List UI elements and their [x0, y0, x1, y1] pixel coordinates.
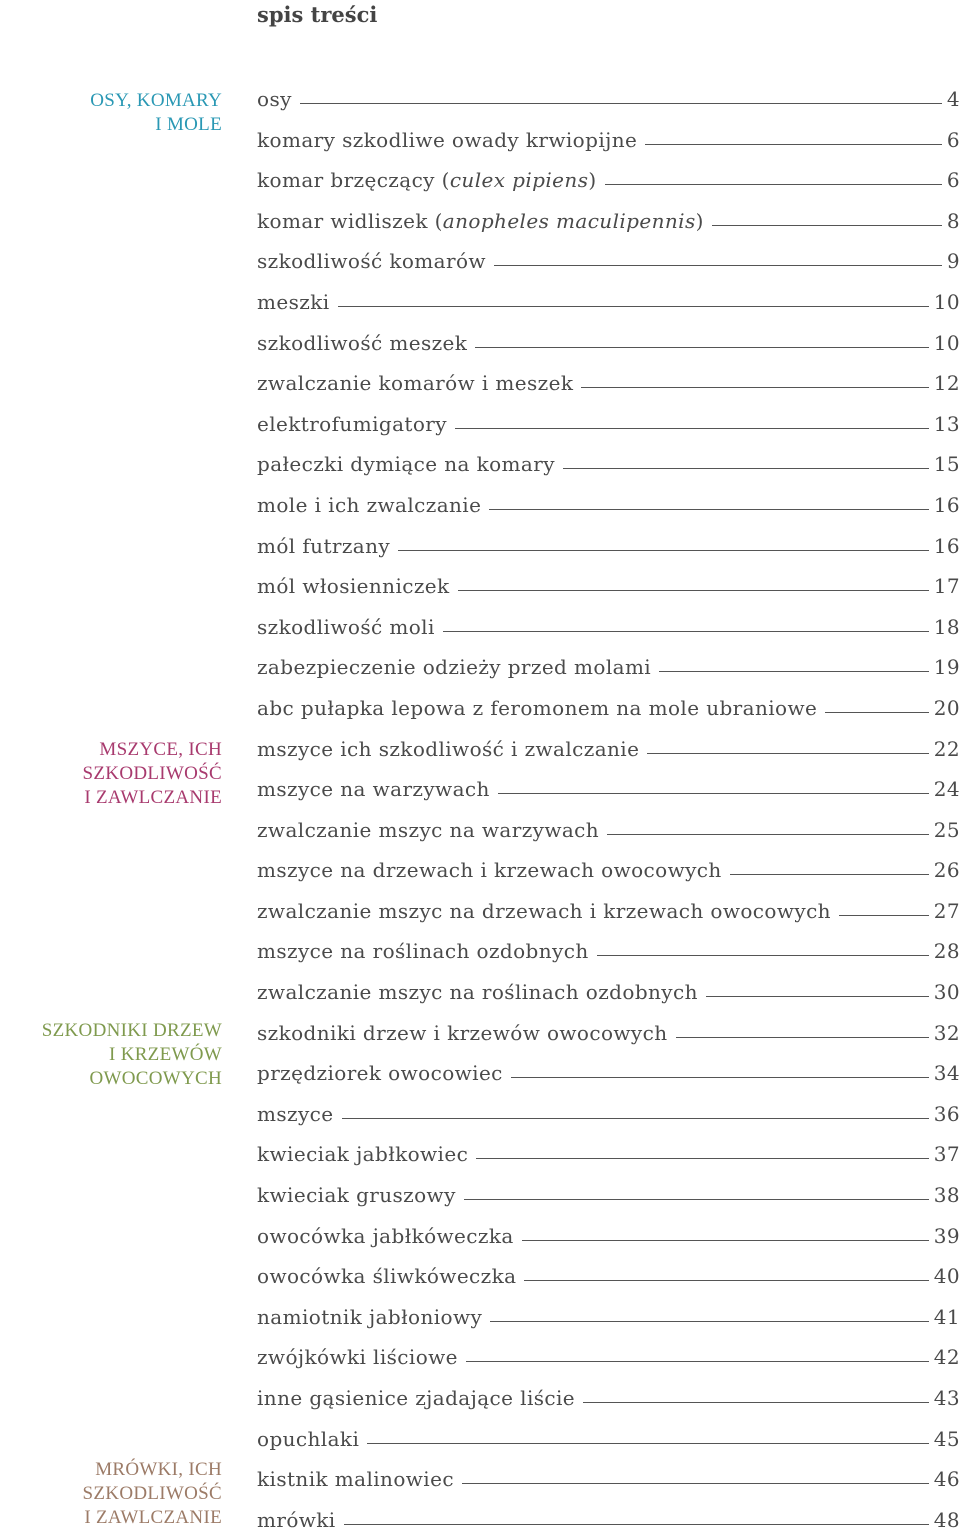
toc-entry-label	[257, 1297, 482, 1338]
toc-leader-line	[825, 712, 929, 713]
toc-entry[interactable]	[257, 1094, 960, 1135]
toc-leader-line	[489, 509, 928, 510]
toc-entry[interactable]	[257, 850, 960, 891]
toc-leader-line	[522, 1240, 929, 1241]
toc-entry-latin-name: anopheles maculipennis	[442, 208, 696, 233]
toc-entry[interactable]	[257, 1175, 960, 1216]
toc-entry-label	[257, 1134, 468, 1175]
toc-entry[interactable]	[257, 729, 960, 770]
toc-entry[interactable]	[257, 1053, 960, 1094]
toc-entry-label	[257, 891, 831, 932]
toc-entry-text: kistnik malinowiec	[257, 1467, 454, 1492]
toc-entry[interactable]	[257, 363, 960, 404]
toc-entry-text: szkodliwość moli	[257, 614, 435, 639]
toc-entry-label	[257, 972, 698, 1013]
toc-entry-text: zwalczanie mszyc na roślinach ozdobnych	[257, 980, 698, 1005]
toc-entry-text: zwalczanie mszyc na warzywach	[257, 817, 600, 842]
toc-entry-text: komary szkodliwe owady krwiopijne	[257, 127, 638, 152]
section-heading-line: SZKODNIKI DRZEW	[41, 1020, 222, 1041]
toc-page-number: 46	[933, 1467, 960, 1492]
toc-entry-text: zabezpieczenie odzieży przed molami	[257, 655, 652, 680]
section-heading-szkodniki	[42, 1019, 222, 1091]
toc-entry-label	[257, 485, 481, 526]
toc-entry-label	[257, 79, 292, 120]
toc-entry[interactable]	[257, 282, 960, 323]
toc-entry-label	[257, 769, 490, 810]
toc-entry-label	[257, 404, 447, 445]
toc-entry-text: mól włosienniczek	[257, 574, 450, 599]
toc-leader-line	[338, 306, 929, 307]
toc-page-number: 30	[933, 980, 960, 1005]
toc-leader-line	[712, 225, 942, 226]
toc-leader-line	[581, 387, 928, 388]
section-heading-mrowki	[83, 1458, 222, 1530]
toc-page-number: 32	[933, 1020, 960, 1045]
toc-page-number: 10	[933, 289, 960, 314]
toc-entry-text: komar widliszek (	[257, 208, 443, 233]
toc-entry-label	[257, 1256, 516, 1297]
toc-entry[interactable]	[257, 1337, 960, 1378]
toc-page-number: 24	[933, 777, 960, 802]
section-heading-line: I ZAWLCZANIE	[84, 787, 222, 808]
toc-entry-label	[257, 1337, 458, 1378]
toc-entry[interactable]	[257, 931, 960, 972]
toc-page-number: 12	[933, 371, 960, 396]
toc-page-number: 15	[933, 452, 960, 477]
toc-entry-label	[257, 1378, 575, 1419]
section-heading-line: I KRZEWÓW	[109, 1044, 222, 1065]
toc-page-number: 26	[933, 858, 960, 883]
section-heading-line: SZKODLIWOŚĆ	[82, 1483, 222, 1504]
toc-leader-line	[511, 1077, 929, 1078]
toc-page-number: 13	[933, 411, 960, 436]
toc-leader-line	[466, 1361, 929, 1362]
toc-entry-text: osy	[257, 87, 292, 111]
toc-page-number: 19	[933, 655, 960, 680]
section-heading-line: OSY, KOMARY	[90, 90, 222, 111]
toc-leader-line	[462, 1483, 929, 1484]
toc-entry-text: owocówka śliwkóweczka	[257, 1264, 517, 1289]
toc-entry[interactable]	[257, 647, 960, 688]
toc-leader-line	[645, 144, 942, 145]
toc-entry[interactable]	[257, 444, 960, 485]
section-heading-line: I ZAWLCZANIE	[84, 1507, 222, 1528]
toc-page-number: 42	[933, 1345, 960, 1370]
toc-entry-text: meszki	[257, 289, 330, 314]
toc-entry-text: kwieciak jabłkowiec	[257, 1142, 469, 1167]
toc-entry-text: abc pułapka lepowa z feromonem na mole ubraniowe	[257, 695, 818, 720]
toc-entry-label	[257, 1013, 668, 1054]
toc-entry-label	[257, 566, 450, 607]
section-heading-osy-komary	[90, 89, 222, 137]
toc-entry-text: szkodliwość komarów	[257, 249, 486, 274]
toc-entry[interactable]	[257, 688, 960, 729]
toc-entry[interactable]	[257, 1297, 960, 1338]
toc-entry[interactable]	[257, 1216, 960, 1257]
toc-leader-line	[367, 1443, 929, 1444]
toc-page-number: 6	[946, 168, 960, 193]
toc-page-number: 9	[946, 249, 960, 274]
toc-entry[interactable]	[257, 769, 960, 810]
section-heading-line: OWOCOWYCH	[89, 1068, 222, 1089]
toc-leader-line	[730, 874, 929, 875]
toc-page-number: 43	[933, 1386, 960, 1410]
toc-page-number: 41	[933, 1304, 960, 1329]
toc-leader-line	[839, 915, 929, 916]
toc-entry[interactable]	[257, 1459, 960, 1500]
section-heading-line: MSZYCE, ICH	[99, 739, 222, 760]
toc-entry[interactable]	[257, 1378, 960, 1419]
toc-page-number: 45	[933, 1426, 960, 1451]
toc-list	[257, 79, 960, 1540]
toc-entry-label	[257, 241, 486, 282]
toc-entry-label	[257, 160, 597, 201]
toc-page-number: 27	[933, 898, 960, 923]
toc-entry-latin-name: culex pipiens	[449, 168, 589, 193]
toc-entry-text: mszyce na roślinach ozdobnych	[257, 939, 589, 964]
toc-entry-text: mrówki	[257, 1507, 336, 1532]
toc-leader-line	[464, 1199, 929, 1200]
toc-entry-text: pałeczki dymiące na komary	[257, 452, 555, 477]
section-heading-line: I MOLE	[155, 114, 222, 135]
toc-entry-label	[257, 120, 637, 161]
toc-page-number: 4	[946, 87, 960, 111]
toc-entry-text: owocówka jabłkóweczka	[257, 1223, 514, 1248]
toc-leader-line	[490, 1321, 929, 1322]
page-title: spis treści	[257, 2, 378, 27]
section-heading-line: SZKODLIWOŚĆ	[82, 763, 222, 784]
toc-page-number: 18	[933, 614, 960, 639]
section-heading-line: MRÓWKI, ICH	[95, 1459, 222, 1480]
toc-page-number: 38	[933, 1183, 960, 1208]
toc-leader-line	[476, 1158, 929, 1159]
toc-leader-line	[605, 184, 942, 185]
toc-entry-label	[257, 1094, 334, 1135]
toc-entry[interactable]	[257, 1256, 960, 1297]
toc-leader-line	[706, 996, 929, 997]
toc-entry-text: mole i ich zwalczanie	[257, 492, 482, 517]
toc-entry[interactable]	[257, 120, 960, 161]
toc-entry-text: mszyce na drzewach i krzewach owocowych	[257, 858, 722, 883]
toc-page-number: 10	[933, 330, 960, 355]
toc-entry[interactable]	[257, 1134, 960, 1175]
toc-entry[interactable]	[257, 201, 960, 242]
toc-entry-label	[257, 201, 704, 242]
toc-leader-line	[524, 1280, 928, 1281]
toc-entry-label	[257, 1053, 503, 1094]
toc-entry-label	[257, 688, 817, 729]
toc-entry[interactable]	[257, 79, 960, 120]
toc-entry-text: mszyce	[257, 1101, 334, 1126]
toc-entry-text: kwieciak gruszowy	[257, 1183, 456, 1208]
toc-entry-text: inne gąsienice zjadające liście	[257, 1386, 576, 1410]
toc-entry[interactable]	[257, 526, 960, 567]
toc-entry-label	[257, 729, 639, 770]
toc-entry[interactable]	[257, 607, 960, 648]
toc-entry-text: przędziorek owocowiec	[257, 1061, 503, 1086]
toc-entry-text: mszyce ich szkodliwość i zwalczanie	[257, 736, 640, 761]
toc-entry[interactable]	[257, 404, 960, 445]
toc-page-number: 16	[933, 533, 960, 558]
toc-entry-label	[257, 526, 390, 567]
toc-leader-line	[443, 631, 929, 632]
toc-page-number: 39	[933, 1223, 960, 1248]
toc-page-number: 20	[933, 695, 960, 720]
toc-page-number: 6	[946, 127, 960, 152]
toc-entry[interactable]	[257, 1013, 960, 1054]
toc-entry-text: zwalczanie mszyc na drzewach i krzewach owocowych	[257, 898, 831, 923]
toc-leader-line	[300, 103, 942, 104]
toc-entry[interactable]	[257, 891, 960, 932]
toc-entry-label	[257, 850, 722, 891]
toc-page-number: 8	[946, 208, 960, 233]
toc-entry-text: mszyce na warzywach	[257, 777, 490, 802]
toc-page-number: 25	[933, 817, 960, 842]
toc-entry-text: zwalczanie komarów i meszek	[257, 371, 574, 396]
toc-entry-text-end: )	[588, 168, 597, 193]
toc-entry-label	[257, 647, 651, 688]
toc-entry[interactable]	[257, 972, 960, 1013]
toc-leader-line	[583, 1402, 929, 1403]
toc-leader-line	[647, 753, 928, 754]
toc-entry-label	[257, 810, 599, 851]
toc-leader-line	[398, 550, 929, 551]
toc-page-number: 16	[933, 492, 960, 517]
toc-leader-line	[342, 1118, 929, 1119]
toc-leader-line	[494, 265, 942, 266]
section-heading-mszyce	[83, 738, 222, 810]
toc-entry-label	[257, 282, 330, 323]
toc-entry-text: szkodniki drzew i krzewów owocowych	[257, 1020, 668, 1045]
toc-entry-text-end: )	[695, 208, 704, 233]
toc-entry-text: elektrofumigatory	[257, 411, 447, 436]
toc-entry-text: szkodliwość meszek	[257, 330, 468, 355]
toc-entry[interactable]	[257, 566, 960, 607]
toc-entry[interactable]	[257, 241, 960, 282]
toc-entry-label	[257, 323, 467, 364]
toc-entry[interactable]	[257, 160, 960, 201]
toc-page-number: 48	[933, 1507, 960, 1532]
toc-leader-line	[475, 347, 928, 348]
toc-leader-line	[455, 428, 929, 429]
toc-leader-line	[597, 955, 929, 956]
toc-leader-line	[458, 590, 929, 591]
toc-page-number: 37	[933, 1142, 960, 1167]
toc-entry-text: zwójkówki liściowe	[257, 1345, 458, 1370]
toc-page-number: 36	[933, 1101, 960, 1126]
toc-entry-label	[257, 444, 555, 485]
toc-entry[interactable]	[257, 485, 960, 526]
toc-entry-text: komar brzęczący (	[257, 168, 450, 193]
toc-entry[interactable]	[257, 1419, 960, 1460]
toc-leader-line	[676, 1037, 929, 1038]
toc-entry-label	[257, 1459, 454, 1500]
toc-entry-text: opuchlaki	[257, 1426, 360, 1451]
toc-page-number: 40	[933, 1264, 960, 1289]
toc-leader-line	[344, 1524, 929, 1525]
toc-page-number: 17	[933, 574, 960, 599]
toc-entry-label	[257, 607, 435, 648]
toc-page-number: 34	[933, 1061, 960, 1086]
toc-leader-line	[563, 468, 929, 469]
toc-entry-label	[257, 363, 573, 404]
toc-page-number: 22	[933, 736, 960, 761]
toc-entry-label	[257, 1175, 456, 1216]
toc-leader-line	[607, 834, 929, 835]
toc-entry-text: namiotnik jabłoniowy	[257, 1304, 483, 1329]
toc-entry[interactable]	[257, 810, 960, 851]
toc-page-number: 28	[933, 939, 960, 964]
toc-entry[interactable]	[257, 323, 960, 364]
toc-entry-label	[257, 1419, 359, 1460]
toc-entry-label	[257, 931, 589, 972]
toc-entry-label	[257, 1216, 514, 1257]
toc-entry-text: mól futrzany	[257, 533, 391, 558]
toc-leader-line	[498, 793, 929, 794]
toc-leader-line	[659, 671, 929, 672]
